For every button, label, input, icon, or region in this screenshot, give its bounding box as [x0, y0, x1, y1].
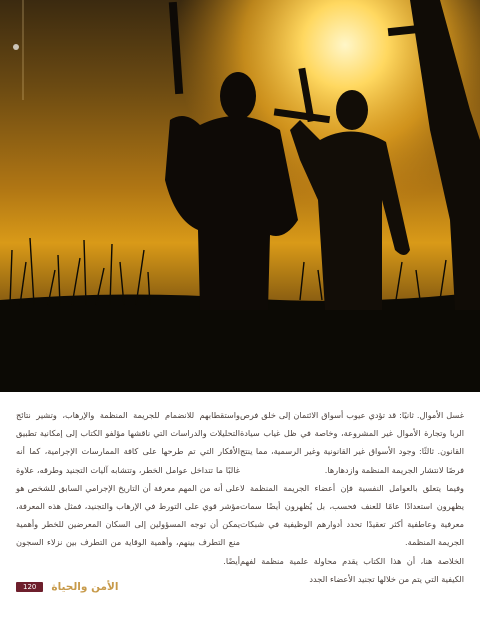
article-paragraph: واستقطابهم للانضمام للجريمة المنظمة والإرهاب، وتشير نتائج التحليلات والدراسات التي ناقشها مؤلفو الكتاب إلى إمكانية تطبيق الأفكار التي تم طرحها على كافة الممارسات الإجرامية، كما أنه غالبًا ما تتداخل عوامل الخطر، وتتشابه آليات التجنيد وطرقه، علاوة على أنه من المهم معرفة أن التاريخ الإجرامي السابق للشخص هو مؤشر قوي على التورط في الإرهاب والتجنيد، فمثل هذه المعرفة، يمكن أن توجه المسؤولين إلى السكان المعرضين للخطر وأهمية منع التطرف بينهم، وأهمية الوقاية من التطرف بين نزلاء السجون أيضًا. — [16, 410, 240, 566]
article-column-left — [16, 406, 240, 570]
article-paragraph: غسل الأموال. ثانيًا: قد تؤدي عيوب أسواق الائتمان إلى خلق فرص الربا وتجارة الأموال غير المشروعة، وخاصة في ظل غياب سيادة القانون. ثالثًا: وجود الأسواق غير القانونية وغير الرسمية، مما ينتج فرصًا لانتشار الجريمة المنظمة وازدهارها. — [240, 410, 464, 475]
article-paragraph: وفيما يتعلق بالعوامل النفسية فإن أعضاء الجريمة المنظمة لا يظهرون استعدادًا عامًا للعنف فحسب، بل يُظهرون أيضًا سمات معرفية وعاطفية أكثر تعقيدًا تحدد أدوارهم الوظيفية في شبكات الجريمة المنظمة. — [240, 482, 464, 548]
article-paragraph: الخلاصة هنا، أن هذا الكتاب يقدم محاولة علمية منظمة لفهم الكيفية التي يتم من خلالها تجنيد الأعضاء الجدد — [240, 555, 464, 584]
article-column-right — [240, 406, 464, 588]
page-number-badge: 120 — [16, 582, 43, 592]
page-footer — [16, 580, 118, 594]
magazine-title: الأمن والحياة — [51, 581, 119, 593]
